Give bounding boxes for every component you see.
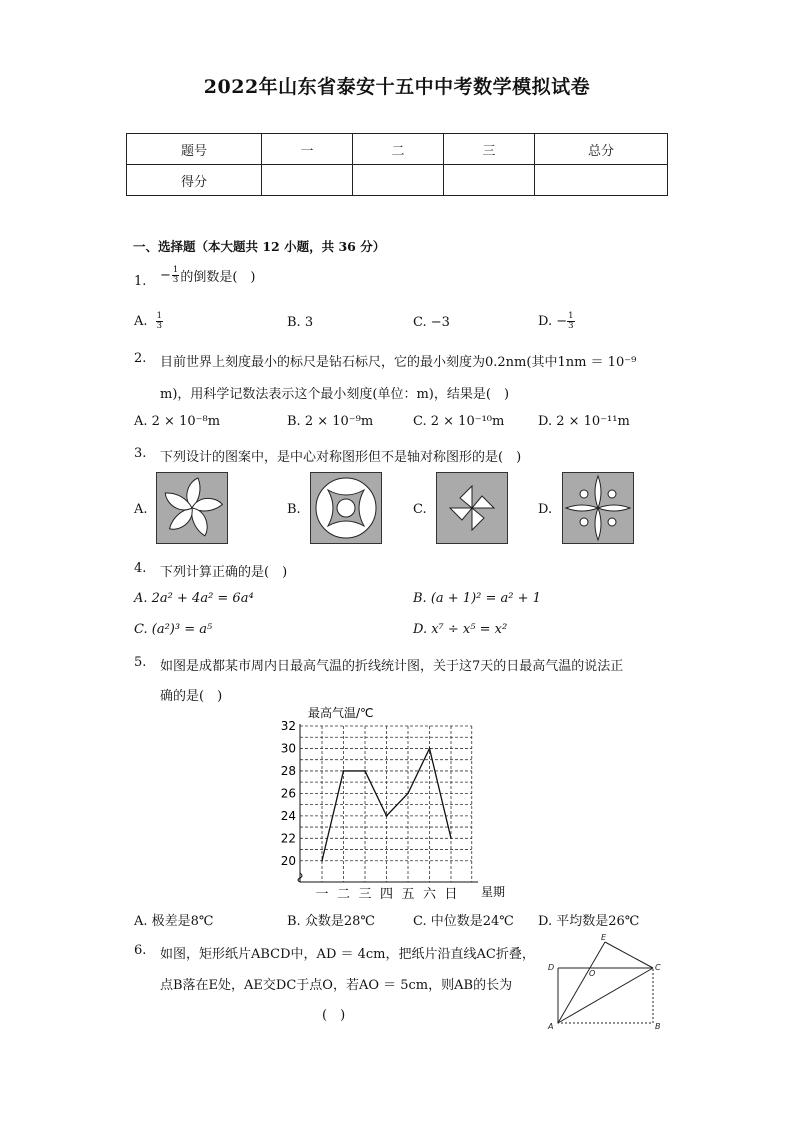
chart-ylabel: 最高气温/℃ xyxy=(308,706,374,720)
fraction xyxy=(156,312,163,331)
option-c[interactable]: C. −3 xyxy=(413,315,450,330)
question-number: 3. xyxy=(134,446,147,461)
option-a[interactable]: A. 2a² + 4a² = 6a⁴ xyxy=(134,591,254,606)
option-d[interactable]: D. xyxy=(538,502,553,517)
data-point xyxy=(321,860,323,862)
minus-sign: − xyxy=(160,268,171,283)
x-tick-label: 一 xyxy=(315,887,329,902)
question-5-line-1: 如图是成都某市周内日最高气温的折线统计图，关于这7天的日最高气温的说法正 xyxy=(160,659,624,674)
flower-pattern-figure xyxy=(156,472,228,544)
fraction-numerator: 1 xyxy=(156,311,163,321)
question-3-stem: 下列设计的图案中，是中心对称图形但不是轴对称图形的是( ) xyxy=(160,450,522,465)
question-6-line-2: 点B落在E处，AE交DC于点O，若AO ＝ 5cm，则AB的长为 xyxy=(160,978,513,993)
option-c[interactable]: C. 中位数是24℃ xyxy=(413,914,514,929)
question-number: 4. xyxy=(134,561,147,576)
pinwheel-pattern-figure xyxy=(436,472,508,544)
segment-ec xyxy=(605,942,653,968)
section-heading: 一、选择题（本大题共 12 小题，共 36 分） xyxy=(133,239,386,254)
question-6-line-1: 如图，矩形纸片ABCD中，AD ＝ 4cm，把纸片沿直线AC折叠， xyxy=(160,947,535,962)
data-point xyxy=(386,815,388,817)
x-tick-label: 六 xyxy=(422,887,437,902)
chart-grid xyxy=(300,726,472,882)
point-label-a: A xyxy=(548,1022,554,1031)
data-point xyxy=(450,838,452,840)
option-a-label: A. xyxy=(134,314,148,329)
data-point xyxy=(407,793,409,795)
question-number: 1. xyxy=(134,274,147,289)
fraction xyxy=(172,266,179,285)
question-number: 5. xyxy=(134,655,147,670)
question-2-line-2: m)，用科学记数法表示这个最小刻度(单位：m)，结果是( ) xyxy=(160,387,510,402)
option-d-label: D. − xyxy=(538,314,568,329)
y-tick-label: 32 xyxy=(280,719,296,733)
point-label-b: B xyxy=(655,1022,661,1031)
x-tick-label: 日 xyxy=(444,887,458,902)
option-d[interactable]: D. 2 × 10⁻¹¹m xyxy=(538,414,630,429)
option-b[interactable]: B. 众数是28℃ xyxy=(287,914,375,929)
temperature-line-chart xyxy=(278,702,528,902)
score-table-header-row xyxy=(127,134,668,165)
point-label-d: D xyxy=(548,963,555,972)
fraction-denominator: 3 xyxy=(172,275,179,285)
option-a[interactable]: A. 2 × 10⁻⁸m xyxy=(134,414,221,429)
score-header-cell: 二 xyxy=(353,134,444,165)
score-cell[interactable] xyxy=(353,165,444,196)
fraction-numerator: 1 xyxy=(568,311,574,321)
y-tick-label: 24 xyxy=(280,808,296,823)
fraction-numerator: 1 xyxy=(172,265,179,275)
question-4-stem: 下列计算正确的是( ) xyxy=(160,565,288,580)
page-title: 2022年山东省泰安十五中中考数学模拟试卷 xyxy=(203,76,591,98)
y-tick-label: 30 xyxy=(280,741,296,756)
chart-xlabel: 星期 xyxy=(481,885,506,899)
option-d[interactable]: D. 平均数是26℃ xyxy=(538,914,640,929)
folded-rectangle-figure xyxy=(545,932,667,1032)
score-header-cell: 总分 xyxy=(535,134,668,165)
score-table-score-row xyxy=(127,165,668,196)
y-tick-label: 20 xyxy=(280,853,296,868)
point-label-o: O xyxy=(589,969,596,978)
data-point xyxy=(429,748,431,750)
score-cell[interactable] xyxy=(444,165,535,196)
option-a[interactable]: A. xyxy=(134,502,148,517)
question-1-stem-rest: 的倒数是( ) xyxy=(180,270,256,285)
score-cell[interactable] xyxy=(535,165,668,196)
x-tick-label: 五 xyxy=(401,887,415,902)
option-c[interactable]: C. xyxy=(413,502,427,517)
chart-x-ticks xyxy=(315,887,457,902)
fraction xyxy=(567,312,574,331)
data-point xyxy=(364,770,366,772)
leaf-pattern-figure xyxy=(562,472,634,544)
score-row-label: 得分 xyxy=(127,165,262,196)
score-header-cell: 三 xyxy=(444,134,535,165)
x-tick-label: 三 xyxy=(358,887,372,902)
question-6-line-3: ( ) xyxy=(322,1008,346,1023)
option-c[interactable]: C. (a²)³ = a⁵ xyxy=(134,622,213,637)
question-2-line-1: 目前世界上刻度最小的标尺是钻石标尺，它的最小刻度为0.2nm(其中1nm ＝ 10⁻⁹ xyxy=(160,355,637,370)
question-number: 6. xyxy=(134,943,147,958)
score-header-cell: 一 xyxy=(262,134,353,165)
segment-ae xyxy=(558,942,605,1023)
y-tick-label: 26 xyxy=(280,786,296,801)
y-tick-label: 22 xyxy=(280,831,296,846)
x-tick-label: 二 xyxy=(336,887,351,902)
fraction-denominator: 3 xyxy=(568,321,574,331)
question-5-line-2: 确的是( ) xyxy=(160,689,223,704)
score-header-cell: 题号 xyxy=(127,134,262,165)
option-a[interactable]: A. 极差是8℃ xyxy=(134,914,214,929)
point-label-c: C xyxy=(655,963,661,972)
fraction-denominator: 3 xyxy=(156,321,163,331)
option-a[interactable] xyxy=(134,312,163,331)
diagonal-ac xyxy=(558,968,653,1023)
chart-y-ticks xyxy=(281,719,296,868)
score-cell[interactable] xyxy=(262,165,353,196)
option-c[interactable]: C. 2 × 10⁻¹⁰m xyxy=(413,414,505,429)
option-d[interactable] xyxy=(538,312,575,331)
data-point xyxy=(343,770,345,772)
point-label-e: E xyxy=(601,933,607,942)
y-tick-label: 28 xyxy=(280,763,296,778)
question-1-stem xyxy=(160,266,255,285)
option-b[interactable]: B. xyxy=(287,502,301,517)
circle-pattern-figure xyxy=(310,472,382,544)
option-b[interactable]: B. 3 xyxy=(287,315,314,330)
x-tick-label: 四 xyxy=(379,887,394,902)
option-b[interactable]: B. (a + 1)² = a² + 1 xyxy=(413,591,541,606)
score-table xyxy=(126,133,668,196)
question-number: 2. xyxy=(134,351,147,366)
option-d[interactable]: D. x⁷ ÷ x⁵ = x² xyxy=(413,622,508,637)
option-b[interactable]: B. 2 × 10⁻⁹m xyxy=(287,414,374,429)
